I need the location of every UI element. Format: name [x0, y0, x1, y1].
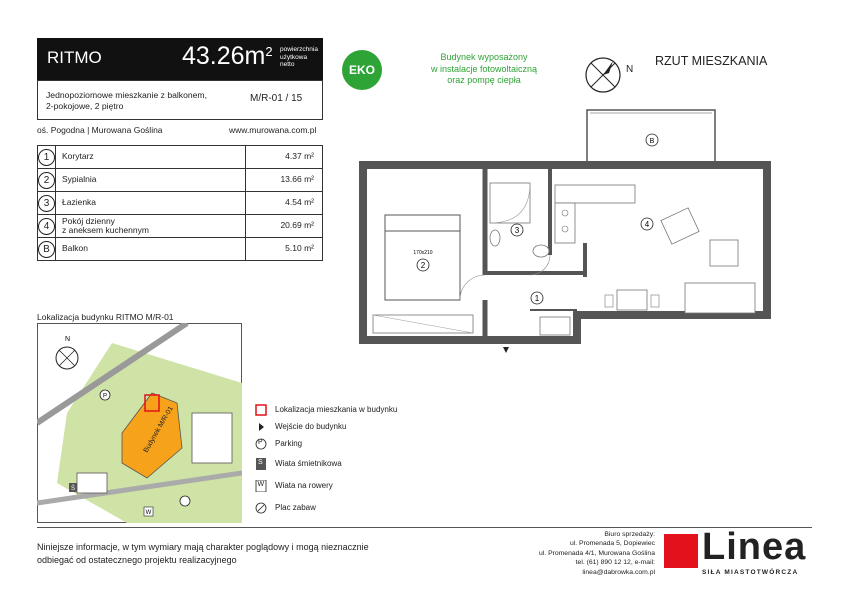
floor-plan — [355, 105, 775, 355]
compass-icon — [583, 55, 623, 95]
disclaimer: Niniejsze informacje, w tym wymiary mają charakter poglądowy i mogą nieznacznie odbiegać od ostatecznego projektu realizacyjnego — [37, 542, 369, 565]
logo-red-square — [664, 534, 698, 568]
logo-tagline: SIŁA MIASTOTWÓRCZA — [702, 569, 799, 576]
playground-icon — [180, 496, 190, 506]
site-map — [37, 323, 242, 523]
room-name: Pokój dzienny z aneksem kuchennym — [56, 215, 246, 238]
room-area: 13.66 m² — [246, 169, 323, 192]
room-number-badge: B — [38, 241, 55, 258]
room-name: Korytarz — [56, 146, 246, 169]
table-row — [38, 169, 323, 192]
apartment-name: RITMO — [47, 48, 102, 67]
room-number-badge: 3 — [38, 195, 55, 212]
area-note: powierzchnia użytkowa netto — [280, 46, 318, 68]
bed-size-label: 170x210 — [413, 250, 433, 256]
apartment-area: $43.26m^2$ — [182, 42, 273, 70]
apartment-description — [37, 80, 323, 120]
room-area: 20.69 m² — [246, 215, 323, 238]
room-area: 5.10 m² — [246, 238, 323, 261]
room-name: Balkon — [56, 238, 246, 261]
site-map-title: Lokalizacja budynku RITMO M/R-01 — [37, 312, 174, 322]
eko-description: Budynek wyposażony w instalacje fotowoltaiczną oraz pompę ciepła — [430, 52, 538, 85]
website-link[interactable]: www.murowana.com.pl — [229, 125, 317, 135]
room-name: Sypialnia — [56, 169, 246, 192]
room-number-badge: 1 — [38, 149, 55, 166]
room-label-1: 1 — [534, 294, 540, 303]
building-label: Budynek M/R-01 — [142, 405, 175, 454]
eko-badge: EKO — [342, 50, 382, 90]
playground-icon — [255, 502, 267, 514]
table-row — [38, 215, 323, 238]
location-text: oś. Pogodna | Murowana Goślina — [37, 125, 163, 135]
room-area: 4.54 m² — [246, 192, 323, 215]
red-square-icon — [255, 404, 267, 416]
sales-office: Biuro sprzedaży: ul. Promenada 5, Dopiewiec ul. Promenada 4/1, Murowana Goślina tel. (61) 890 12 12, e-mail: linea@dabrowka.com.pl — [539, 531, 655, 576]
room-label-3: 3 — [514, 226, 520, 235]
apartment-header — [37, 38, 323, 80]
logo-word: Linea — [702, 526, 807, 568]
room-label-balcony: B — [649, 138, 655, 145]
table-row — [38, 238, 323, 261]
room-label-4: 4 — [644, 220, 650, 229]
room-name: Łazienka — [56, 192, 246, 215]
rooms-table — [37, 145, 323, 261]
apartment-code: M/R-01 / 15 — [250, 93, 303, 104]
room-number-badge: 2 — [38, 172, 55, 189]
description-line-1: Jednopoziomowe mieszkanie z balkonem, — [46, 90, 207, 100]
bins-marker: Ś — [70, 486, 76, 492]
bikes-marker: W — [145, 510, 152, 516]
plan-title: RZUT MIESZKANIA — [655, 54, 768, 68]
table-row — [38, 192, 323, 215]
entrance-arrow-icon — [255, 421, 267, 433]
site-north-label: N — [65, 336, 71, 343]
parking-marker: P — [102, 393, 108, 400]
description-line-2: 2-pokojowe, 2 piętro — [46, 101, 124, 111]
north-label: N — [626, 64, 634, 75]
room-number-badge: 4 — [38, 218, 55, 235]
room-label-2: 2 — [420, 261, 426, 270]
footer-divider — [37, 527, 812, 528]
room-area: 4.37 m² — [246, 146, 323, 169]
table-row — [38, 146, 323, 169]
